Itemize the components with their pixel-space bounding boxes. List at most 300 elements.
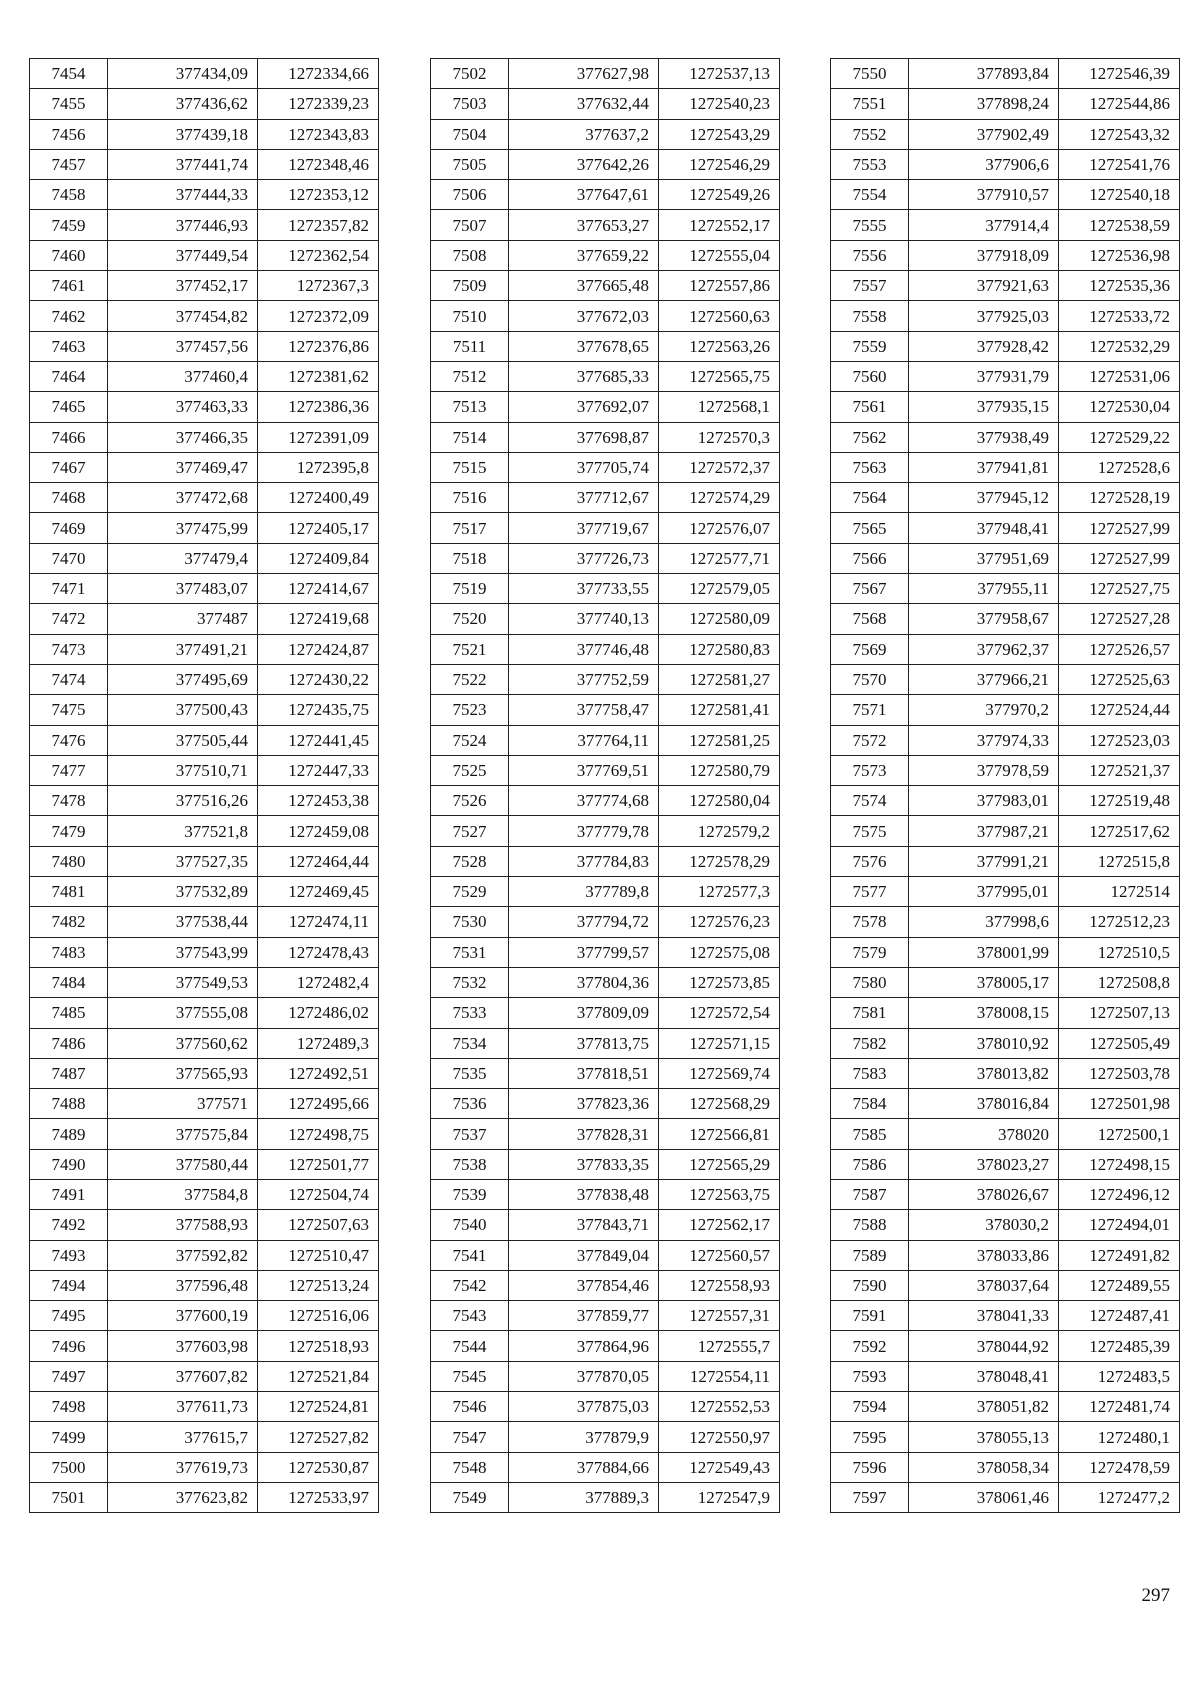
x-coordinate-cell: 377843,71 bbox=[509, 1210, 659, 1240]
table-row bbox=[30, 725, 379, 755]
point-number-cell: 7498 bbox=[30, 1392, 108, 1422]
point-number-cell: 7537 bbox=[431, 1119, 509, 1149]
y-coordinate-cell: 1272424,87 bbox=[258, 634, 379, 664]
table-row bbox=[831, 1058, 1180, 1088]
table-row bbox=[431, 1089, 780, 1119]
x-coordinate-cell: 377642,26 bbox=[509, 149, 659, 179]
point-number-cell: 7581 bbox=[831, 998, 909, 1028]
y-coordinate-cell: 1272521,37 bbox=[1059, 755, 1180, 785]
table-row bbox=[431, 634, 780, 664]
point-number-cell: 7510 bbox=[431, 301, 509, 331]
point-number-cell: 7492 bbox=[30, 1210, 108, 1240]
table-row bbox=[30, 210, 379, 240]
table-row bbox=[431, 422, 780, 452]
table-row bbox=[30, 119, 379, 149]
y-coordinate-cell: 1272400,49 bbox=[258, 483, 379, 513]
x-coordinate-cell: 378044,92 bbox=[909, 1331, 1059, 1361]
point-number-cell: 7520 bbox=[431, 604, 509, 634]
table-row bbox=[431, 543, 780, 573]
y-coordinate-cell: 1272541,76 bbox=[1059, 149, 1180, 179]
table-row bbox=[831, 725, 1180, 755]
x-coordinate-cell: 377479,4 bbox=[108, 543, 258, 573]
x-coordinate-cell: 377527,35 bbox=[108, 846, 258, 876]
table-row bbox=[831, 210, 1180, 240]
point-number-cell: 7564 bbox=[831, 483, 909, 513]
x-coordinate-cell: 377740,13 bbox=[509, 604, 659, 634]
table-row bbox=[431, 604, 780, 634]
x-coordinate-cell: 377931,79 bbox=[909, 361, 1059, 391]
x-coordinate-cell: 377580,44 bbox=[108, 1149, 258, 1179]
table-row bbox=[30, 816, 379, 846]
y-coordinate-cell: 1272560,63 bbox=[659, 301, 780, 331]
table-row bbox=[431, 1270, 780, 1300]
y-coordinate-cell: 1272533,72 bbox=[1059, 301, 1180, 331]
table-row bbox=[30, 543, 379, 573]
y-coordinate-cell: 1272512,23 bbox=[1059, 907, 1180, 937]
y-coordinate-cell: 1272381,62 bbox=[258, 361, 379, 391]
table-row bbox=[831, 240, 1180, 270]
point-number-cell: 7585 bbox=[831, 1119, 909, 1149]
point-number-cell: 7469 bbox=[30, 513, 108, 543]
y-coordinate-cell: 1272491,82 bbox=[1059, 1240, 1180, 1270]
table-row bbox=[30, 937, 379, 967]
point-number-cell: 7465 bbox=[30, 392, 108, 422]
x-coordinate-cell: 377495,69 bbox=[108, 664, 258, 694]
x-coordinate-cell: 378055,13 bbox=[909, 1422, 1059, 1452]
x-coordinate-cell: 377789,8 bbox=[509, 877, 659, 907]
table-row bbox=[30, 1331, 379, 1361]
y-coordinate-cell: 1272372,09 bbox=[258, 301, 379, 331]
point-number-cell: 7519 bbox=[431, 574, 509, 604]
point-number-cell: 7589 bbox=[831, 1240, 909, 1270]
x-coordinate-cell: 378023,27 bbox=[909, 1149, 1059, 1179]
y-coordinate-cell: 1272405,17 bbox=[258, 513, 379, 543]
x-coordinate-cell: 377439,18 bbox=[108, 119, 258, 149]
point-number-cell: 7486 bbox=[30, 1028, 108, 1058]
x-coordinate-cell: 377607,82 bbox=[108, 1361, 258, 1391]
table-row bbox=[831, 1482, 1180, 1512]
y-coordinate-cell: 1272581,27 bbox=[659, 664, 780, 694]
x-coordinate-cell: 377870,05 bbox=[509, 1361, 659, 1391]
y-coordinate-cell: 1272570,3 bbox=[659, 422, 780, 452]
table-row bbox=[831, 1392, 1180, 1422]
table-row bbox=[30, 149, 379, 179]
y-coordinate-cell: 1272543,29 bbox=[659, 119, 780, 149]
x-coordinate-cell: 377794,72 bbox=[509, 907, 659, 937]
y-coordinate-cell: 1272469,45 bbox=[258, 877, 379, 907]
x-coordinate-cell: 377951,69 bbox=[909, 543, 1059, 573]
x-coordinate-cell: 377921,63 bbox=[909, 271, 1059, 301]
point-number-cell: 7575 bbox=[831, 816, 909, 846]
table-row bbox=[831, 89, 1180, 119]
point-number-cell: 7535 bbox=[431, 1058, 509, 1088]
table-row bbox=[431, 1361, 780, 1391]
point-number-cell: 7568 bbox=[831, 604, 909, 634]
table-row bbox=[831, 664, 1180, 694]
point-number-cell: 7536 bbox=[431, 1089, 509, 1119]
y-coordinate-cell: 1272571,15 bbox=[659, 1028, 780, 1058]
y-coordinate-cell: 1272513,24 bbox=[258, 1270, 379, 1300]
table-row bbox=[30, 240, 379, 270]
y-coordinate-cell: 1272569,74 bbox=[659, 1058, 780, 1088]
x-coordinate-cell: 377555,08 bbox=[108, 998, 258, 1028]
x-coordinate-cell: 377879,9 bbox=[509, 1422, 659, 1452]
y-coordinate-cell: 1272515,8 bbox=[1059, 846, 1180, 876]
point-number-cell: 7556 bbox=[831, 240, 909, 270]
point-number-cell: 7491 bbox=[30, 1179, 108, 1209]
point-number-cell: 7550 bbox=[831, 59, 909, 89]
y-coordinate-cell: 1272526,57 bbox=[1059, 634, 1180, 664]
y-coordinate-cell: 1272566,81 bbox=[659, 1119, 780, 1149]
y-coordinate-cell: 1272546,39 bbox=[1059, 59, 1180, 89]
y-coordinate-cell: 1272343,83 bbox=[258, 119, 379, 149]
y-coordinate-cell: 1272532,29 bbox=[1059, 331, 1180, 361]
point-number-cell: 7471 bbox=[30, 574, 108, 604]
point-number-cell: 7584 bbox=[831, 1089, 909, 1119]
table-row bbox=[831, 574, 1180, 604]
x-coordinate-cell: 378041,33 bbox=[909, 1301, 1059, 1331]
y-coordinate-cell: 1272459,08 bbox=[258, 816, 379, 846]
table-row bbox=[30, 1119, 379, 1149]
y-coordinate-cell: 1272544,86 bbox=[1059, 89, 1180, 119]
y-coordinate-cell: 1272562,17 bbox=[659, 1210, 780, 1240]
x-coordinate-cell: 377678,65 bbox=[509, 331, 659, 361]
table-row bbox=[431, 1240, 780, 1270]
x-coordinate-cell: 377758,47 bbox=[509, 695, 659, 725]
table-row bbox=[30, 271, 379, 301]
point-number-cell: 7479 bbox=[30, 816, 108, 846]
table-row bbox=[30, 1422, 379, 1452]
point-number-cell: 7481 bbox=[30, 877, 108, 907]
x-coordinate-cell: 377665,48 bbox=[509, 271, 659, 301]
y-coordinate-cell: 1272535,36 bbox=[1059, 271, 1180, 301]
table-row bbox=[30, 1452, 379, 1482]
y-coordinate-cell: 1272533,97 bbox=[258, 1482, 379, 1512]
table-row bbox=[831, 695, 1180, 725]
y-coordinate-cell: 1272552,17 bbox=[659, 210, 780, 240]
point-number-cell: 7527 bbox=[431, 816, 509, 846]
point-number-cell: 7558 bbox=[831, 301, 909, 331]
table-row bbox=[831, 59, 1180, 89]
point-number-cell: 7580 bbox=[831, 967, 909, 997]
point-number-cell: 7470 bbox=[30, 543, 108, 573]
x-coordinate-cell: 378058,34 bbox=[909, 1452, 1059, 1482]
x-coordinate-cell: 377833,35 bbox=[509, 1149, 659, 1179]
point-number-cell: 7586 bbox=[831, 1149, 909, 1179]
table-row bbox=[831, 483, 1180, 513]
table-row bbox=[831, 422, 1180, 452]
point-number-cell: 7472 bbox=[30, 604, 108, 634]
table-row bbox=[431, 695, 780, 725]
point-number-cell: 7488 bbox=[30, 1089, 108, 1119]
x-coordinate-cell: 377889,3 bbox=[509, 1482, 659, 1512]
table-row bbox=[30, 1270, 379, 1300]
point-number-cell: 7542 bbox=[431, 1270, 509, 1300]
table-row bbox=[431, 452, 780, 482]
y-coordinate-cell: 1272487,41 bbox=[1059, 1301, 1180, 1331]
table-row bbox=[30, 1361, 379, 1391]
x-coordinate-cell: 377945,12 bbox=[909, 483, 1059, 513]
point-number-cell: 7595 bbox=[831, 1422, 909, 1452]
point-number-cell: 7545 bbox=[431, 1361, 509, 1391]
point-number-cell: 7571 bbox=[831, 695, 909, 725]
table-row bbox=[30, 1240, 379, 1270]
y-coordinate-cell: 1272536,98 bbox=[1059, 240, 1180, 270]
point-number-cell: 7541 bbox=[431, 1240, 509, 1270]
table-row bbox=[831, 452, 1180, 482]
x-coordinate-cell: 377818,51 bbox=[509, 1058, 659, 1088]
x-coordinate-cell: 377516,26 bbox=[108, 786, 258, 816]
point-number-cell: 7597 bbox=[831, 1482, 909, 1512]
x-coordinate-cell: 377958,67 bbox=[909, 604, 1059, 634]
point-number-cell: 7515 bbox=[431, 452, 509, 482]
x-coordinate-cell: 377627,98 bbox=[509, 59, 659, 89]
point-number-cell: 7566 bbox=[831, 543, 909, 573]
y-coordinate-cell: 1272578,29 bbox=[659, 846, 780, 876]
table-row bbox=[431, 755, 780, 785]
y-coordinate-cell: 1272538,59 bbox=[1059, 210, 1180, 240]
x-coordinate-cell: 378005,17 bbox=[909, 967, 1059, 997]
point-number-cell: 7506 bbox=[431, 180, 509, 210]
point-number-cell: 7484 bbox=[30, 967, 108, 997]
table-row bbox=[431, 1331, 780, 1361]
x-coordinate-cell: 377538,44 bbox=[108, 907, 258, 937]
point-number-cell: 7466 bbox=[30, 422, 108, 452]
x-coordinate-cell: 377637,2 bbox=[509, 119, 659, 149]
table-row bbox=[431, 998, 780, 1028]
x-coordinate-cell: 377884,66 bbox=[509, 1452, 659, 1482]
point-number-cell: 7522 bbox=[431, 664, 509, 694]
point-number-cell: 7540 bbox=[431, 1210, 509, 1240]
table-row bbox=[431, 574, 780, 604]
y-coordinate-cell: 1272527,82 bbox=[258, 1422, 379, 1452]
x-coordinate-cell: 377434,09 bbox=[108, 59, 258, 89]
y-coordinate-cell: 1272527,28 bbox=[1059, 604, 1180, 634]
x-coordinate-cell: 377799,57 bbox=[509, 937, 659, 967]
y-coordinate-cell: 1272523,03 bbox=[1059, 725, 1180, 755]
y-coordinate-cell: 1272334,66 bbox=[258, 59, 379, 89]
point-number-cell: 7591 bbox=[831, 1301, 909, 1331]
table-row bbox=[30, 422, 379, 452]
x-coordinate-cell: 377596,48 bbox=[108, 1270, 258, 1300]
point-number-cell: 7538 bbox=[431, 1149, 509, 1179]
table-row bbox=[431, 877, 780, 907]
x-coordinate-cell: 378051,82 bbox=[909, 1392, 1059, 1422]
y-coordinate-cell: 1272572,54 bbox=[659, 998, 780, 1028]
y-coordinate-cell: 1272510,47 bbox=[258, 1240, 379, 1270]
point-number-cell: 7533 bbox=[431, 998, 509, 1028]
table-row bbox=[431, 1210, 780, 1240]
point-number-cell: 7467 bbox=[30, 452, 108, 482]
point-number-cell: 7518 bbox=[431, 543, 509, 573]
y-coordinate-cell: 1272521,84 bbox=[258, 1361, 379, 1391]
table-row bbox=[30, 1482, 379, 1512]
y-coordinate-cell: 1272573,85 bbox=[659, 967, 780, 997]
point-number-cell: 7504 bbox=[431, 119, 509, 149]
x-coordinate-cell: 377500,43 bbox=[108, 695, 258, 725]
point-number-cell: 7531 bbox=[431, 937, 509, 967]
y-coordinate-cell: 1272414,67 bbox=[258, 574, 379, 604]
x-coordinate-cell: 377446,93 bbox=[108, 210, 258, 240]
x-coordinate-cell: 377991,21 bbox=[909, 846, 1059, 876]
x-coordinate-cell: 377487 bbox=[108, 604, 258, 634]
table-row bbox=[431, 301, 780, 331]
point-number-cell: 7592 bbox=[831, 1331, 909, 1361]
x-coordinate-cell: 377838,48 bbox=[509, 1179, 659, 1209]
y-coordinate-cell: 1272386,36 bbox=[258, 392, 379, 422]
table-row bbox=[831, 392, 1180, 422]
y-coordinate-cell: 1272546,29 bbox=[659, 149, 780, 179]
y-coordinate-cell: 1272528,19 bbox=[1059, 483, 1180, 513]
table-row bbox=[831, 1361, 1180, 1391]
table-row bbox=[30, 301, 379, 331]
coordinates-table-body bbox=[30, 59, 379, 1513]
y-coordinate-cell: 1272581,25 bbox=[659, 725, 780, 755]
x-coordinate-cell: 377532,89 bbox=[108, 877, 258, 907]
y-coordinate-cell: 1272481,74 bbox=[1059, 1392, 1180, 1422]
y-coordinate-cell: 1272555,7 bbox=[659, 1331, 780, 1361]
y-coordinate-cell: 1272527,99 bbox=[1059, 543, 1180, 573]
y-coordinate-cell: 1272507,13 bbox=[1059, 998, 1180, 1028]
x-coordinate-cell: 377733,55 bbox=[509, 574, 659, 604]
y-coordinate-cell: 1272503,78 bbox=[1059, 1058, 1180, 1088]
y-coordinate-cell: 1272576,07 bbox=[659, 513, 780, 543]
point-number-cell: 7544 bbox=[431, 1331, 509, 1361]
y-coordinate-cell: 1272517,62 bbox=[1059, 816, 1180, 846]
table-row bbox=[30, 392, 379, 422]
y-coordinate-cell: 1272530,87 bbox=[258, 1452, 379, 1482]
x-coordinate-cell: 377521,8 bbox=[108, 816, 258, 846]
table-row bbox=[431, 907, 780, 937]
y-coordinate-cell: 1272555,04 bbox=[659, 240, 780, 270]
y-coordinate-cell: 1272525,63 bbox=[1059, 664, 1180, 694]
y-coordinate-cell: 1272577,3 bbox=[659, 877, 780, 907]
x-coordinate-cell: 378008,15 bbox=[909, 998, 1059, 1028]
y-coordinate-cell: 1272419,68 bbox=[258, 604, 379, 634]
y-coordinate-cell: 1272391,09 bbox=[258, 422, 379, 452]
table-row bbox=[30, 1301, 379, 1331]
point-number-cell: 7511 bbox=[431, 331, 509, 361]
point-number-cell: 7458 bbox=[30, 180, 108, 210]
point-number-cell: 7528 bbox=[431, 846, 509, 876]
y-coordinate-cell: 1272447,33 bbox=[258, 755, 379, 785]
x-coordinate-cell: 377543,99 bbox=[108, 937, 258, 967]
point-number-cell: 7503 bbox=[431, 89, 509, 119]
point-number-cell: 7475 bbox=[30, 695, 108, 725]
point-number-cell: 7547 bbox=[431, 1422, 509, 1452]
x-coordinate-cell: 377987,21 bbox=[909, 816, 1059, 846]
table-row bbox=[30, 361, 379, 391]
table-row bbox=[30, 180, 379, 210]
x-coordinate-cell: 378013,82 bbox=[909, 1058, 1059, 1088]
y-coordinate-cell: 1272486,02 bbox=[258, 998, 379, 1028]
table-row bbox=[431, 483, 780, 513]
table-row bbox=[831, 1179, 1180, 1209]
point-number-cell: 7588 bbox=[831, 1210, 909, 1240]
y-coordinate-cell: 1272492,51 bbox=[258, 1058, 379, 1088]
point-number-cell: 7468 bbox=[30, 483, 108, 513]
point-number-cell: 7493 bbox=[30, 1240, 108, 1270]
y-coordinate-cell: 1272580,09 bbox=[659, 604, 780, 634]
x-coordinate-cell: 377575,84 bbox=[108, 1119, 258, 1149]
y-coordinate-cell: 1272527,99 bbox=[1059, 513, 1180, 543]
y-coordinate-cell: 1272563,26 bbox=[659, 331, 780, 361]
x-coordinate-cell: 377752,59 bbox=[509, 664, 659, 694]
point-number-cell: 7563 bbox=[831, 452, 909, 482]
table-row bbox=[431, 1028, 780, 1058]
point-number-cell: 7508 bbox=[431, 240, 509, 270]
y-coordinate-cell: 1272353,12 bbox=[258, 180, 379, 210]
y-coordinate-cell: 1272557,86 bbox=[659, 271, 780, 301]
y-coordinate-cell: 1272581,41 bbox=[659, 695, 780, 725]
y-coordinate-cell: 1272552,53 bbox=[659, 1392, 780, 1422]
x-coordinate-cell: 377962,37 bbox=[909, 634, 1059, 664]
table-row bbox=[30, 331, 379, 361]
x-coordinate-cell: 378048,41 bbox=[909, 1361, 1059, 1391]
x-coordinate-cell: 377600,19 bbox=[108, 1301, 258, 1331]
x-coordinate-cell: 377584,8 bbox=[108, 1179, 258, 1209]
y-coordinate-cell: 1272565,75 bbox=[659, 361, 780, 391]
x-coordinate-cell: 377659,22 bbox=[509, 240, 659, 270]
y-coordinate-cell: 1272501,98 bbox=[1059, 1089, 1180, 1119]
point-number-cell: 7497 bbox=[30, 1361, 108, 1391]
y-coordinate-cell: 1272577,71 bbox=[659, 543, 780, 573]
point-number-cell: 7548 bbox=[431, 1452, 509, 1482]
point-number-cell: 7459 bbox=[30, 210, 108, 240]
table-row bbox=[431, 1179, 780, 1209]
point-number-cell: 7526 bbox=[431, 786, 509, 816]
point-number-cell: 7551 bbox=[831, 89, 909, 119]
x-coordinate-cell: 377457,56 bbox=[108, 331, 258, 361]
y-coordinate-cell: 1272540,18 bbox=[1059, 180, 1180, 210]
table-row bbox=[30, 574, 379, 604]
x-coordinate-cell: 378037,64 bbox=[909, 1270, 1059, 1300]
coordinates-table-1 bbox=[29, 58, 379, 1513]
x-coordinate-cell: 377875,03 bbox=[509, 1392, 659, 1422]
point-number-cell: 7485 bbox=[30, 998, 108, 1028]
x-coordinate-cell: 377611,73 bbox=[108, 1392, 258, 1422]
x-coordinate-cell: 377995,01 bbox=[909, 877, 1059, 907]
x-coordinate-cell: 377698,87 bbox=[509, 422, 659, 452]
x-coordinate-cell: 377925,03 bbox=[909, 301, 1059, 331]
table-row bbox=[431, 1392, 780, 1422]
table-row bbox=[431, 1058, 780, 1088]
table-row bbox=[30, 1028, 379, 1058]
y-coordinate-cell: 1272579,2 bbox=[659, 816, 780, 846]
point-number-cell: 7473 bbox=[30, 634, 108, 664]
y-coordinate-cell: 1272565,29 bbox=[659, 1149, 780, 1179]
x-coordinate-cell: 377549,53 bbox=[108, 967, 258, 997]
y-coordinate-cell: 1272409,84 bbox=[258, 543, 379, 573]
x-coordinate-cell: 377565,93 bbox=[108, 1058, 258, 1088]
coordinates-table-body bbox=[831, 59, 1180, 1513]
y-coordinate-cell: 1272482,4 bbox=[258, 967, 379, 997]
y-coordinate-cell: 1272477,2 bbox=[1059, 1482, 1180, 1512]
table-row bbox=[30, 877, 379, 907]
point-number-cell: 7576 bbox=[831, 846, 909, 876]
x-coordinate-cell: 377948,41 bbox=[909, 513, 1059, 543]
y-coordinate-cell: 1272376,86 bbox=[258, 331, 379, 361]
y-coordinate-cell: 1272483,5 bbox=[1059, 1361, 1180, 1391]
y-coordinate-cell: 1272580,04 bbox=[659, 786, 780, 816]
y-coordinate-cell: 1272500,1 bbox=[1059, 1119, 1180, 1149]
table-row bbox=[831, 1452, 1180, 1482]
y-coordinate-cell: 1272435,75 bbox=[258, 695, 379, 725]
point-number-cell: 7495 bbox=[30, 1301, 108, 1331]
y-coordinate-cell: 1272550,97 bbox=[659, 1422, 780, 1452]
x-coordinate-cell: 378020 bbox=[909, 1119, 1059, 1149]
point-number-cell: 7572 bbox=[831, 725, 909, 755]
